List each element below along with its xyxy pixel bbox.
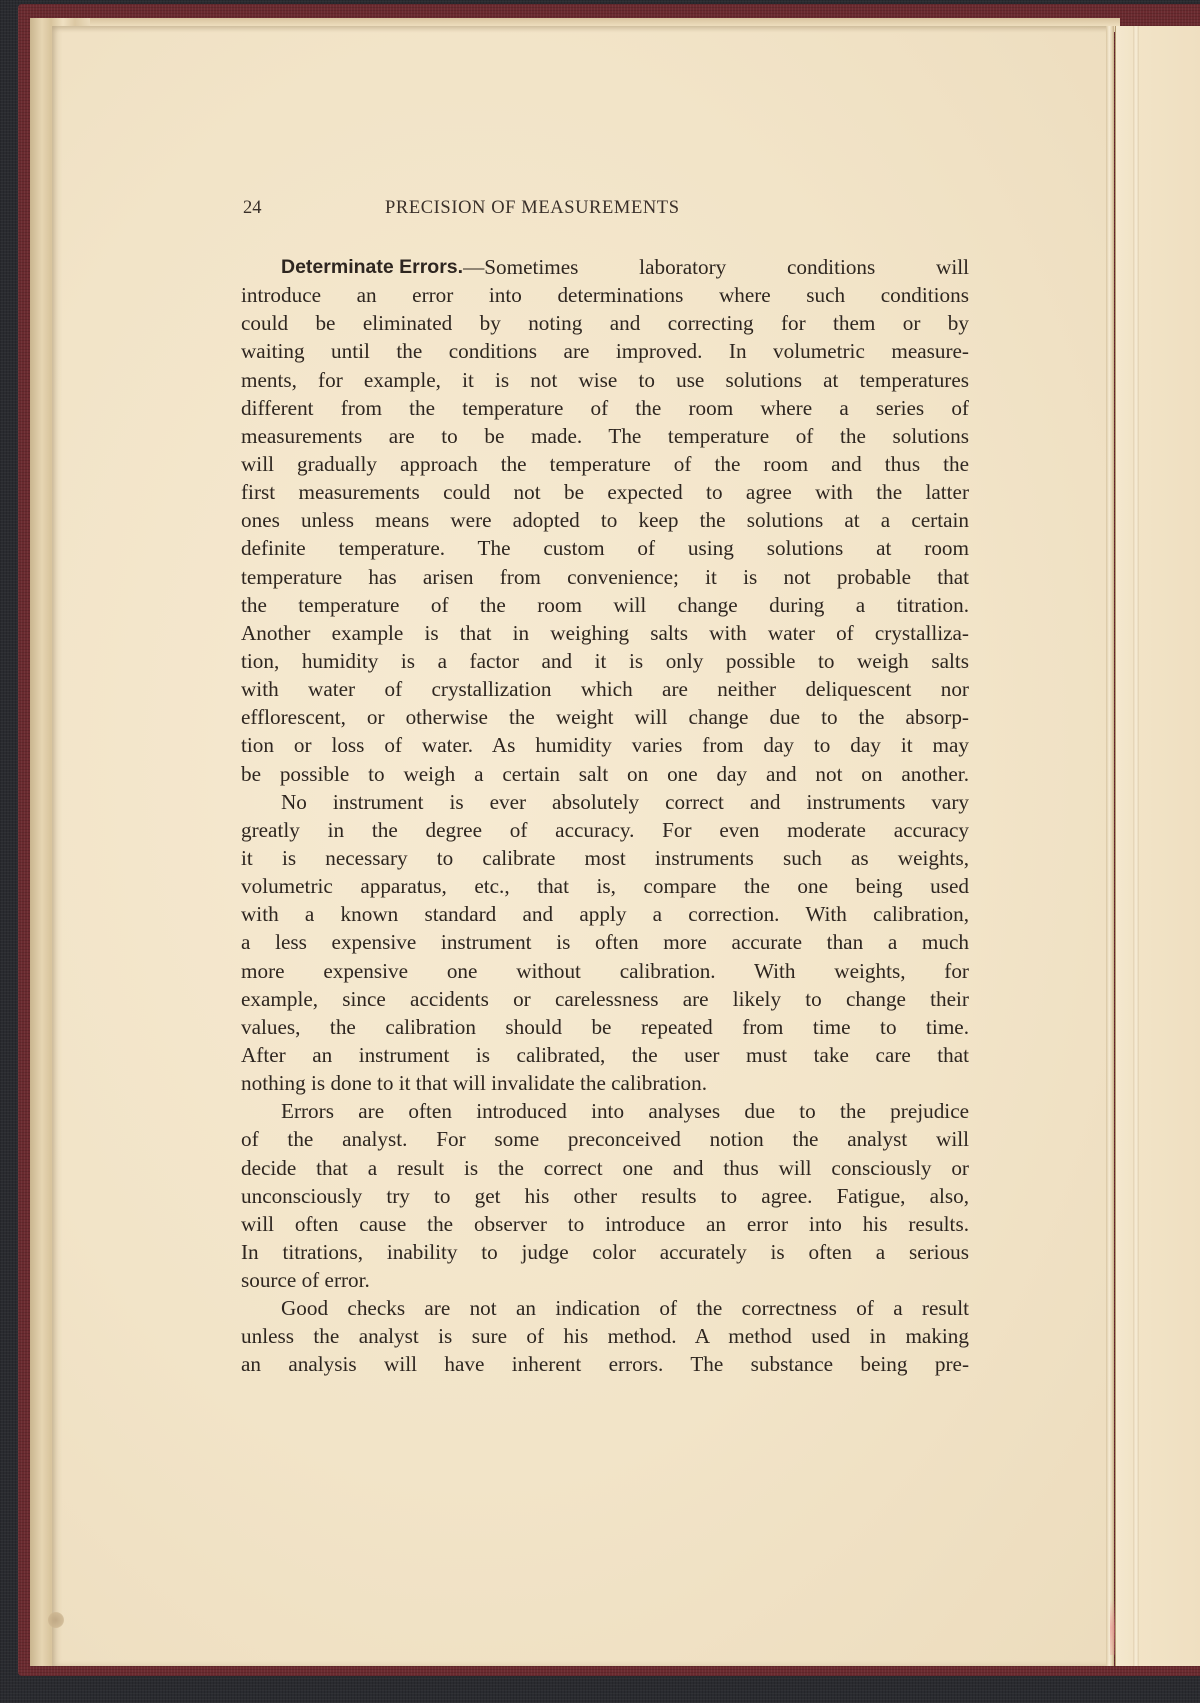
text-line: Another example is that in weighing salts with water of crystalliza- (241, 620, 969, 645)
text-line: temperature has arisen from convenience; it is not probable that (241, 564, 969, 589)
running-title: PRECISION OF MEASUREMENTS (385, 198, 680, 218)
page-number: 24 (243, 198, 262, 218)
text-line: the temperature of the room will change during a titration. (241, 592, 969, 617)
text-line: values, the calibration should be repeated from time to time. (241, 1014, 969, 1039)
text-line: an analysis will have inherent errors. The substance being pre- (241, 1352, 969, 1377)
text-line: volumetric apparatus, etc., that is, compare the one being used (241, 874, 969, 899)
text-line: unconsciously try to get his other results to agree. Fatigue, also, (241, 1183, 969, 1208)
page-stain (48, 1612, 64, 1628)
text-line: source of error. (241, 1268, 370, 1293)
text-line: more expensive one without calibration. With weights, for (241, 958, 969, 983)
text-line: will often cause the observer to introduce an error into his results. (241, 1211, 969, 1236)
text-line: tion or loss of water. As humidity varies from day to day it may (241, 733, 969, 758)
text-line: definite temperature. The custom of using solutions at room (241, 536, 969, 561)
body-text (241, 253, 969, 1379)
text-line: In titrations, inability to judge color accurately is often a serious (241, 1239, 969, 1264)
page-gutter (1106, 26, 1114, 1666)
text-line (241, 253, 969, 281)
adjacent-page (1116, 26, 1200, 1666)
section-heading: Determinate Errors. (281, 256, 464, 278)
paragraph-4 (241, 1294, 969, 1378)
text-line: be possible to weigh a certain salt on one day and not on another. (241, 761, 969, 786)
text-line: efflorescent, or otherwise the weight will change due to the absorp- (241, 705, 969, 730)
adjacent-page-fold (1133, 26, 1139, 1666)
text-line: After an instrument is calibrated, the user must take care that (241, 1042, 969, 1067)
paragraph-2 (241, 788, 969, 1098)
text-line: unless the analyst is sure of his method. A method used in making (241, 1324, 969, 1349)
text-line-rest: —Sometimes laboratory conditions will (463, 255, 969, 279)
text-line: first measurements could not be expected to agree with the latter (241, 480, 969, 505)
text-line: greatly in the degree of accuracy. For even moderate accuracy (241, 817, 969, 842)
text-line: a less expensive instrument is often more accurate than a much (241, 930, 969, 955)
gutter-line (1115, 26, 1116, 1666)
text-line: it is necessary to calibrate most instruments such as weights, (241, 845, 969, 870)
text-line: with a known standard and apply a correction. With calibration, (241, 902, 969, 927)
text-line: could be eliminated by noting and correcting for them or by (241, 311, 969, 336)
text-line: example, since accidents or carelessness are likely to change their (241, 986, 969, 1011)
text-line: with water of crystallization which are neither deliquescent nor (241, 677, 969, 702)
text-line: introduce an error into determinations where such conditions (241, 283, 969, 308)
text-line: will gradually approach the temperature of the room and thus the (241, 451, 969, 476)
text-line: waiting until the conditions are improved. In volumetric measure- (241, 339, 969, 364)
text-line: ments, for example, it is not wise to use solutions at temperatures (241, 367, 969, 392)
text-line: nothing is done to it that will invalidate the calibration. (241, 1071, 708, 1096)
text-line: tion, humidity is a factor and it is only possible to weigh salts (241, 648, 969, 673)
text-line: ones unless means were adopted to keep the solutions at a certain (241, 508, 969, 533)
running-header (243, 198, 970, 226)
paragraph-1 (241, 253, 969, 788)
paragraph-3 (241, 1097, 969, 1294)
text-line: different from the temperature of the room where a series of (241, 395, 969, 420)
text-line: No instrument is ever absolutely correct and instruments vary (281, 789, 969, 814)
text-line: measurements are to be made. The temperature of the solutions (241, 423, 969, 448)
text-line: Errors are often introduced into analyses due to the prejudice (281, 1099, 969, 1124)
text-line: decide that a result is the correct one and thus will consciously or (241, 1155, 969, 1180)
edge-mark (1110, 1600, 1115, 1655)
text-line: of the analyst. For some preconceived notion the analyst will (241, 1127, 969, 1152)
text-line: Good checks are not an indication of the correctness of a result (281, 1296, 969, 1321)
